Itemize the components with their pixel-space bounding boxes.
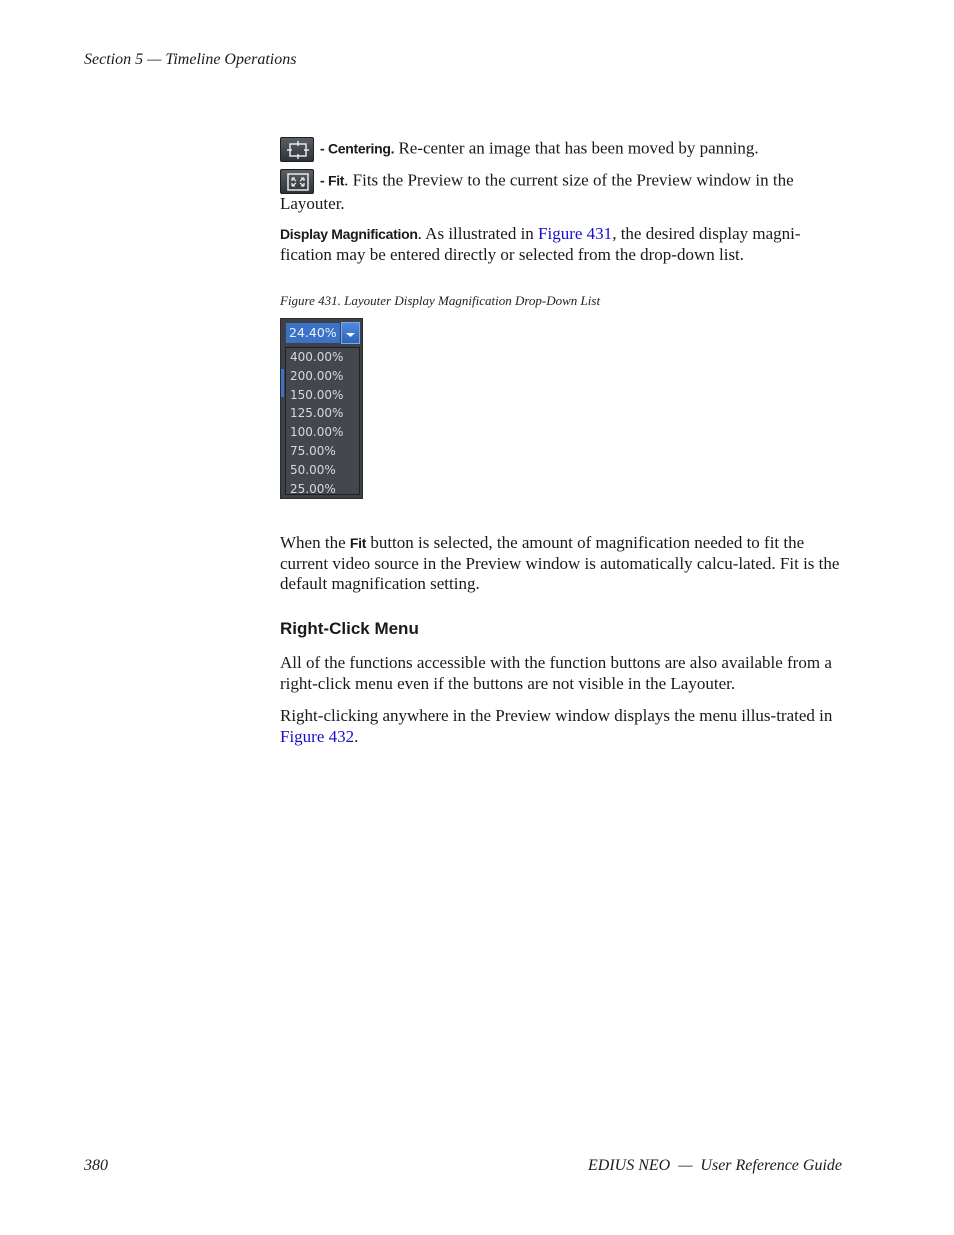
figure-caption: Figure 431. Layouter Display Magnification Drop-Down List [280,293,601,308]
right-click-paragraph-2 [280,706,842,747]
option-item[interactable]: 75.00% [290,443,336,458]
dropdown-arrow-button[interactable] [341,322,360,344]
option-item[interactable]: 400.00% [290,350,344,364]
fit-text: . Fits the Preview to the current size of the Preview window in the Layouter. [280,170,794,213]
fit-description [280,169,842,215]
figure-431-link[interactable]: Figure 431 [538,224,613,243]
option-item[interactable]: 100.00% [290,425,344,440]
centering-text: Re-center an image that has been moved by panning. [394,138,759,158]
centering-description [280,137,842,162]
guide-title: EDIUS NEO — User Reference Guide [587,1157,842,1174]
display-magnification-label: Display Magnification [280,226,418,242]
section-heading: Right-Click Menu [280,619,419,638]
display-magnification-text-2: , the desired display magni-fication may be entered directly or selected from the drop-down list. [280,224,801,264]
magnification-options-list [285,347,360,495]
fit-button-icon [280,169,314,194]
selection-marker [281,369,284,397]
centering-button-icon [280,137,314,162]
fit-label: - Fit [320,172,345,189]
magnification-input[interactable]: 24.40% [286,323,340,343]
option-item[interactable]: 200.00% [290,368,344,383]
right-click-paragraph-1: All of the functions accessible with the function buttons are also available from a right-click menu even if the buttons are not visible in the Layouter. [280,653,832,693]
centering-label: - Centering. [320,140,395,157]
right-click-text-1: Right-clicking anywhere in the Preview window displays the menu illus-trated in [280,706,833,725]
option-item[interactable]: 150.00% [290,387,344,402]
fit-paragraph-text-2: button is selected, the amount of magnification needed to fit the current video source in the Preview window is automatically calcu-lated. Fit is the default magnification setting. [280,533,840,593]
chevron-down-icon [342,323,359,343]
option-item[interactable]: 125.00% [290,406,344,421]
figure-432-link[interactable]: Figure 432 [280,726,355,746]
display-magnification-text-1: . As illustrated in [417,224,539,243]
page-number: 380 [84,1157,108,1174]
right-click-text-2: . [354,726,359,746]
option-item[interactable]: 50.00% [290,462,336,477]
fit-paragraph-label: Fit [349,535,367,551]
fit-paragraph [280,533,842,595]
option-item[interactable]: 25.00% [290,481,336,496]
fit-paragraph-text-1: When the [280,533,350,552]
running-header: Section 5 — Timeline Operations [84,51,297,68]
display-magnification-paragraph [280,224,842,265]
magnification-dropdown-figure [280,318,363,499]
